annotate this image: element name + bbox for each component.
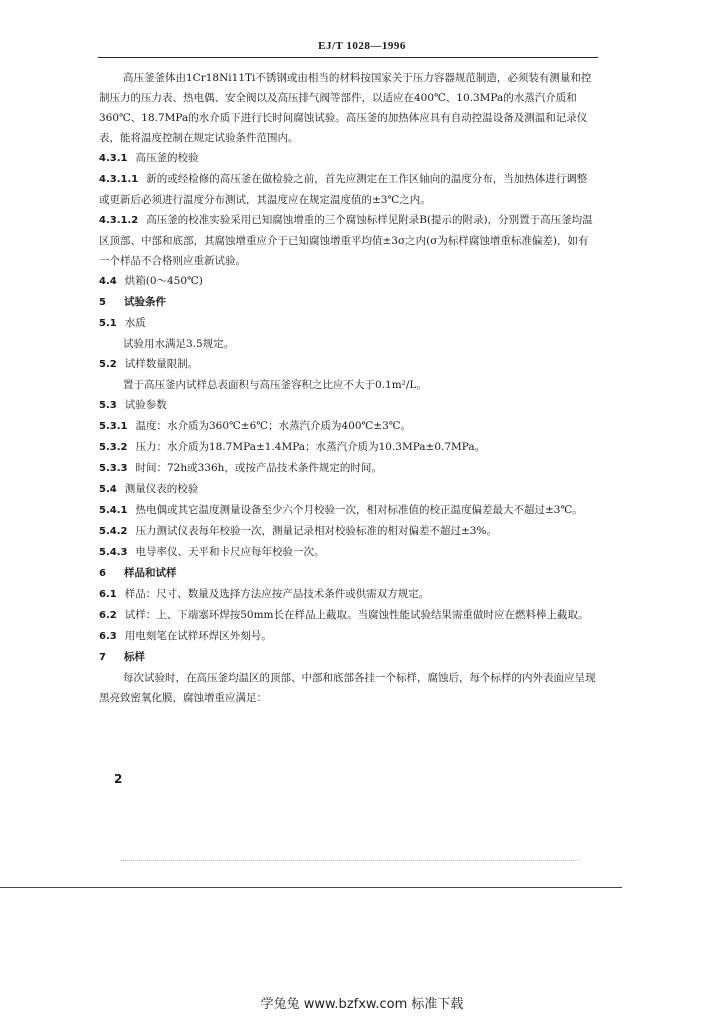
section-title: 标样 (123, 651, 145, 663)
clause-text: 样品：尺寸、数量及选择方法应按产品技术条件或供需双方规定。 (124, 588, 430, 600)
clause-5-4 (99, 479, 597, 500)
clause-title: 试验参数 (124, 399, 167, 411)
clause-6-2 (99, 605, 597, 626)
clause-7-text: 每次试验时，在高压釜均温区的顶部、中部和底部各挂一个标样，腐蚀后，每个标样的内外表面应呈现黑亮致密氧化膜，腐蚀增重应满足： (99, 672, 596, 704)
clause-5-1 (99, 313, 597, 334)
section-number: 5 (99, 297, 106, 308)
clause-number: 5.4.2 (99, 526, 128, 537)
clause-4-4 (99, 271, 597, 292)
clause-5-3-3 (99, 458, 597, 479)
clause-title: 高压釜的校验 (135, 152, 199, 164)
clause-number: 4.4 (99, 276, 117, 287)
clause-4-3-1 (99, 148, 597, 169)
clause-number: 6.2 (99, 610, 117, 621)
clause-text: 电导率仪、天平和卡尺应每年校验一次。 (135, 546, 325, 558)
clause-5-3 (99, 395, 597, 416)
section-title: 试验条件 (123, 296, 166, 308)
clause-5-1-text: 试验用水满足3.5规定。 (123, 338, 235, 350)
clause-5-4-1 (99, 500, 597, 521)
section-number: 7 (99, 652, 106, 663)
clause-text: 试样：上、下端塞环焊按50mm长在样品上截取。当腐蚀性能试验结果需重做时应在燃料棒上截取。 (124, 609, 589, 621)
clause-number: 5.4.1 (99, 505, 128, 516)
clause-number: 5.3.1 (99, 421, 128, 432)
clause-number: 4.3.1.2 (99, 215, 139, 226)
section-number: 6 (99, 568, 106, 579)
clause-title: 水质 (124, 317, 146, 329)
clause-number: 5.1 (99, 318, 117, 329)
header-rule (98, 57, 598, 58)
clause-4-3-1-1 (99, 169, 597, 210)
clause-number: 4.3.1.1 (99, 174, 139, 185)
clause-number: 6.3 (99, 631, 117, 642)
clause-number: 5.3.3 (99, 463, 128, 474)
section-7 (99, 647, 597, 668)
clause-text: 烘箱(0～450℃) (124, 275, 203, 287)
clause-title: 试样数量限制。 (124, 358, 199, 370)
clause-6-1 (99, 584, 597, 605)
clause-number: 5.4 (99, 484, 117, 495)
clause-number: 5.3.2 (99, 442, 128, 453)
clause-number: 5.4.3 (99, 547, 128, 558)
clause-5-2 (99, 354, 597, 375)
clause-5-4-2 (99, 521, 597, 542)
clause-6-3 (99, 626, 597, 647)
clause-text: 压力测试仪表每年校验一次，测量记录相对校验标准的相对偏差不超过±3%。 (135, 525, 497, 537)
clause-number: 6.1 (99, 589, 117, 600)
clause-title: 测量仪表的校验 (124, 483, 199, 495)
clause-5-2-text: 置于高压釜内试样总表面积与高压釜容积之比应不大于0.1m²/L。 (123, 379, 427, 391)
section-6 (99, 563, 597, 584)
bottom-rule (0, 887, 622, 888)
clause-text: 用电刻笔在试样环焊区外刻号。 (124, 630, 272, 642)
clause-text: 时间：72h或336h，或按产品技术条件规定的时间。 (135, 462, 382, 474)
clause-number: 5.3 (99, 400, 117, 411)
document-code: EJ/T 1028—1996 (318, 40, 406, 52)
clause-text: 压力：水介质为18.7MPa±1.4MPa；水蒸汽介质为10.3MPa±0.7MPa。 (135, 441, 486, 453)
paragraph-autoclave-body: 高压釜釜体由1Cr18Ni11Ti不锈钢或由相当的材料按国家关于压力容器规范制造，必须装有测量和控制压力的压力表、热电偶、安全阀以及高压排气阀等部件，以适应在400℃、10.3MPa的水蒸汽介质和360℃、18.7MPa的水介质下进行长时间腐蚀试验。高压釜的加热体应具有自动控温设备及测温和记录仪表，能将温度控制在规定试验条件范围内。 (99, 72, 592, 144)
clause-text: 热电偶或其它温度测量设备至少六个月校验一次，相对标准值的校正温度偏差最大不超过±3℃。 (135, 504, 583, 516)
section-title: 样品和试样 (123, 567, 177, 579)
document-body (99, 68, 597, 708)
clause-text: 新的或经检修的高压釜在做检验之前，首先应测定在工作区轴向的温度分布，当加热体进行调整或更新后必须进行温度分布测试，其温度应在规定温度值的±3℃之内。 (99, 173, 588, 206)
clause-4-3-1-2 (99, 210, 597, 271)
section-5 (99, 292, 597, 313)
clause-number: 5.2 (99, 359, 117, 370)
page-number: 2 (114, 772, 123, 786)
clause-5-3-2 (99, 437, 597, 458)
site-watermark: 学兔兔 www.bzfxw.com 标准下载 (260, 997, 464, 1012)
clause-text: 温度：水介质为360℃±6℃；水蒸汽介质为400℃±3℃。 (135, 420, 412, 432)
clause-5-3-1 (99, 416, 597, 437)
scan-artifact-line (120, 860, 580, 861)
clause-number: 4.3.1 (99, 153, 128, 164)
clause-5-4-3 (99, 542, 597, 563)
clause-text: 高压釜的校准实验采用已知腐蚀增重的三个腐蚀标样见附录B(提示的附录)，分别置于高压釜均温区顶部、中部和底部，其腐蚀增重应介于已知腐蚀增重平均值±3σ之内(σ为标样腐蚀增重标准偏差)，如有一个样品不合格则应重新试验。 (99, 214, 593, 267)
